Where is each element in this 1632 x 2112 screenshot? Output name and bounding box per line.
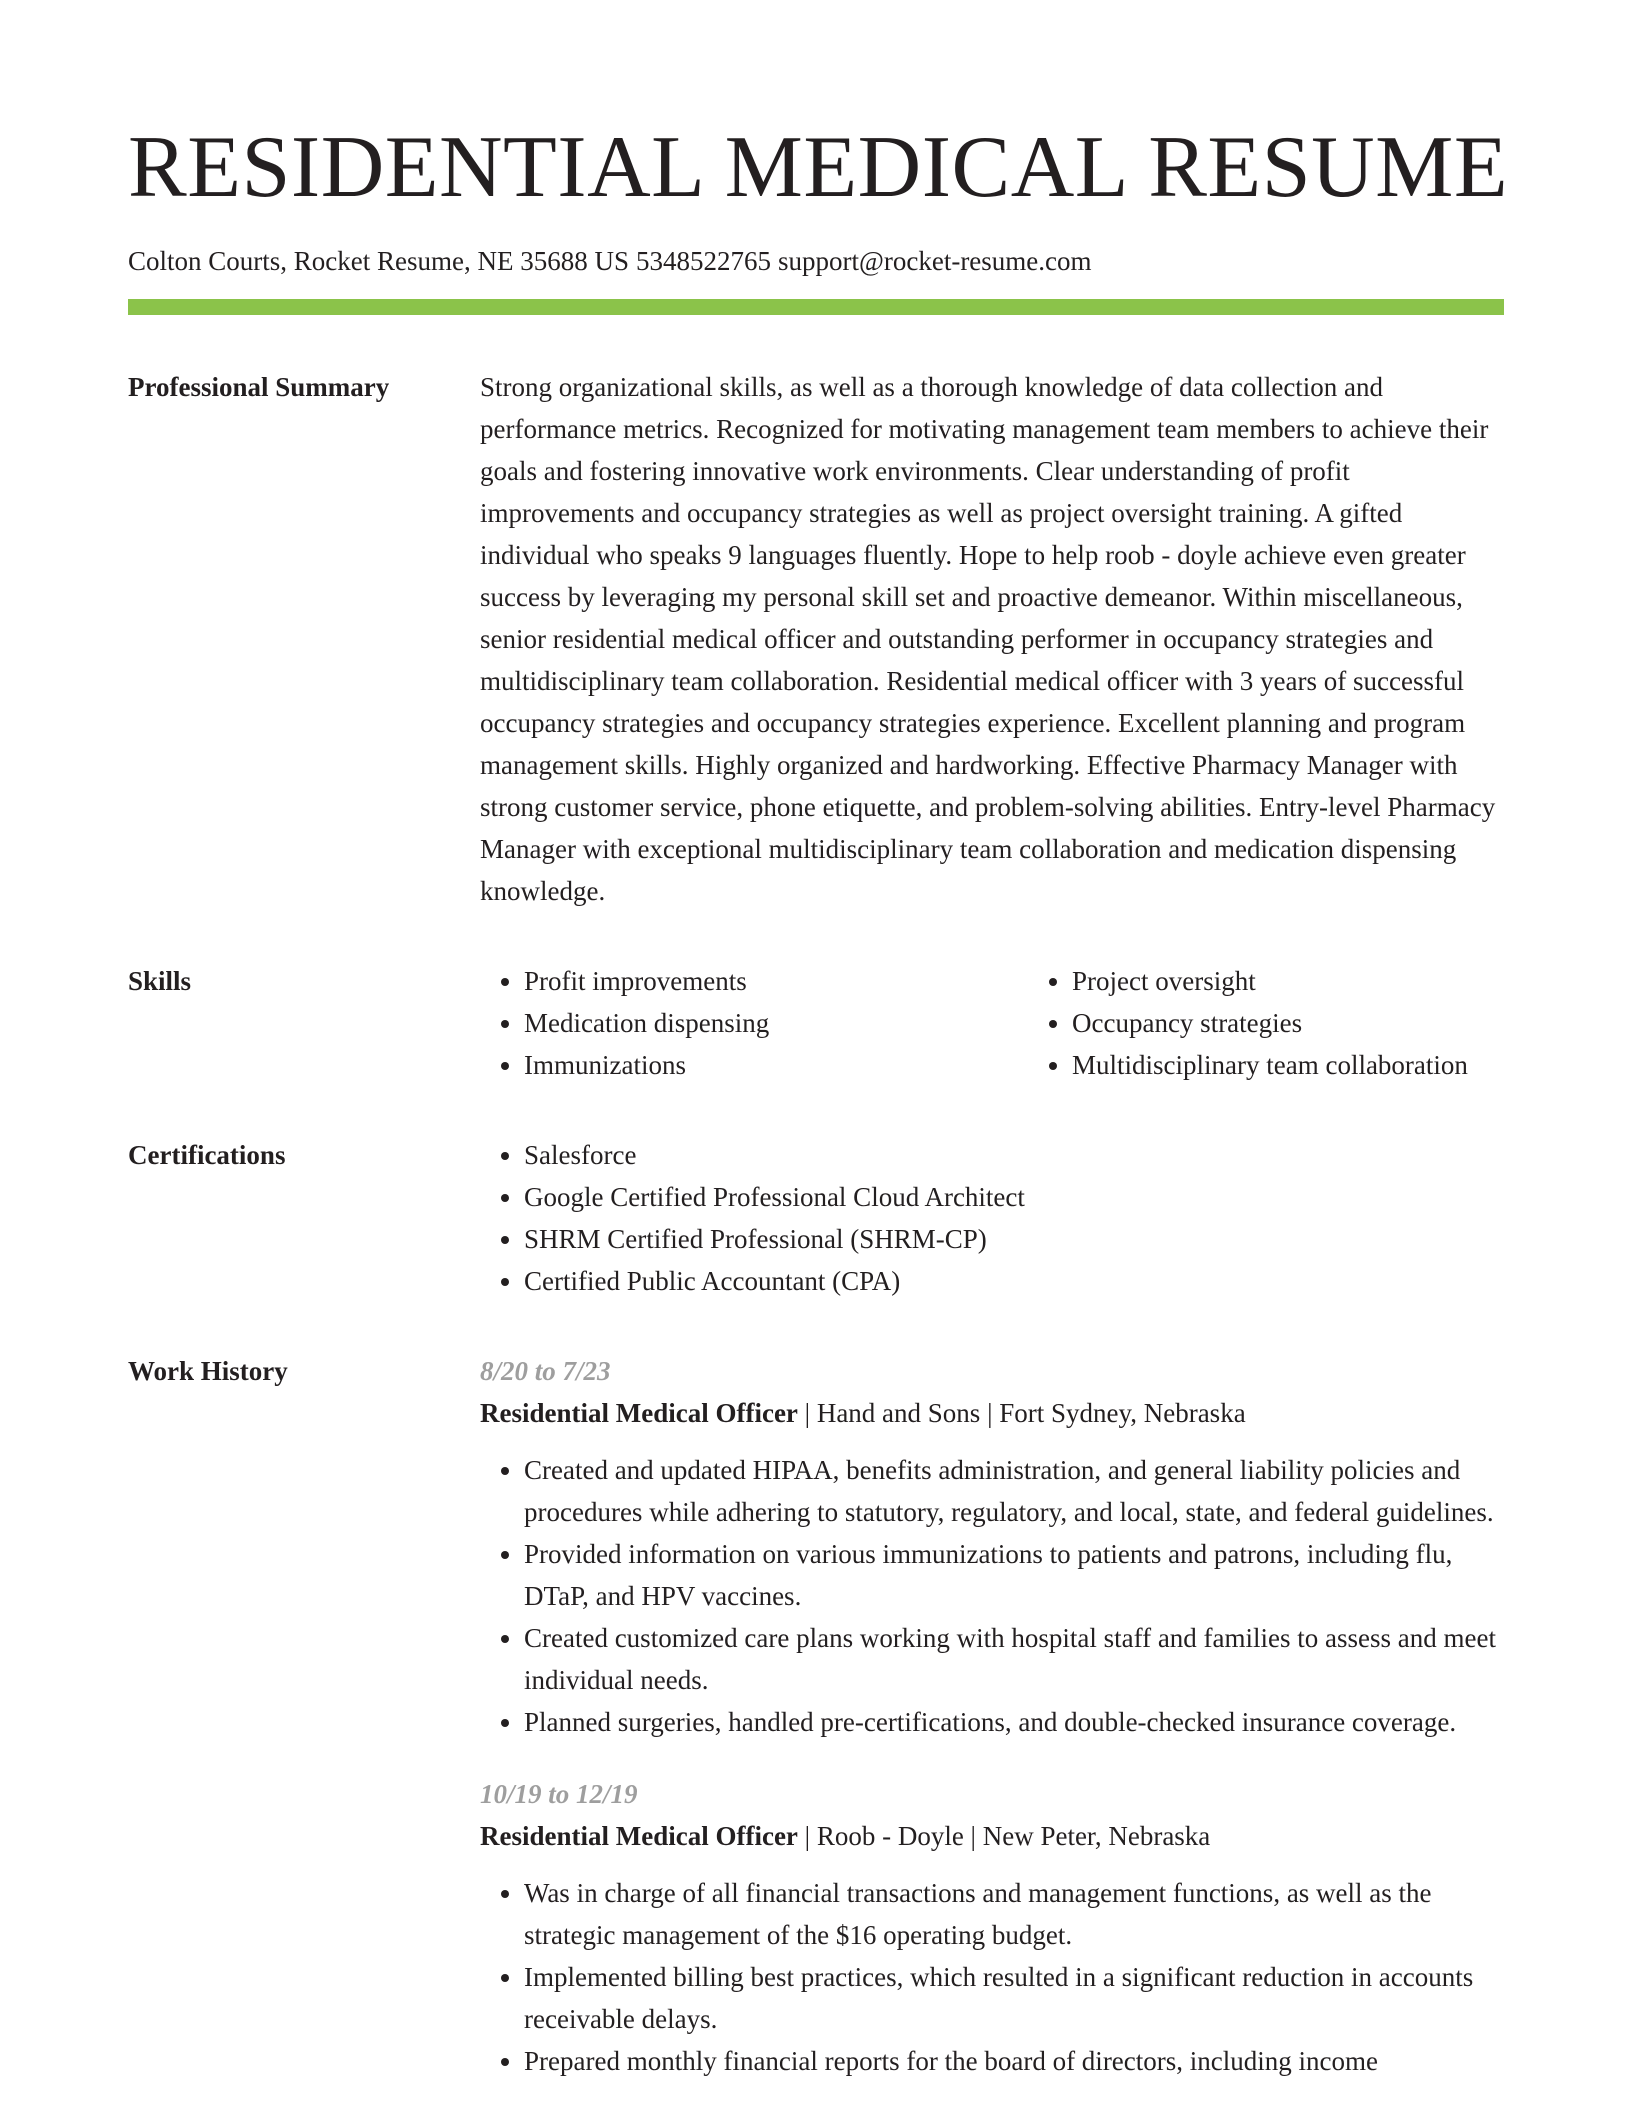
job-title: Residential Medical Officer (480, 1398, 798, 1428)
work-history-section (128, 1350, 1504, 2082)
job-title-line (480, 1815, 1504, 1857)
summary-section (128, 366, 1504, 912)
certifications-heading: Certifications (128, 1140, 286, 1170)
job-bullet: • Created and updated HIPAA, benefits administration, and general liability policies and procedures while adhering to statutory, regulatory, and local, state, and federal guidelines. (524, 1449, 1504, 1533)
job-employer-location: | Roob - Doyle | New Peter, Nebraska (797, 1821, 1211, 1851)
skill-item: • Profit improvements (524, 960, 1028, 1002)
work-history-heading: Work History (128, 1356, 288, 1386)
summary-text: Strong organizational skills, as well as a thorough knowledge of data collection and performance metrics. Recognized for motivating management team members to achieve their goals and fostering innovative work environments. Clear understanding of profit improvements and occupancy strategies as well as project oversight training. A gifted individual who speaks 9 languages fluently. Hope to help roob - doyle achieve even greater success by leveraging my personal skill set and proactive demeanor. Within miscellaneous, senior residential medical officer and outstanding performer in occupancy strategies and multidisciplinary team collaboration. Residential medical officer with 3 years of successful occupancy strategies and occupancy strategies experience. Excellent planning and program management skills. Highly organized and hardworking. Effective Pharmacy Manager with strong customer service, phone etiquette, and problem-solving abilities. Entry-level Pharmacy Manager with exceptional multidisciplinary team collaboration and medication dispensing knowledge. (480, 372, 1496, 906)
job-bullet: • Was in charge of all financial transactions and management functions, as well as the strategic management of the $16 operating budget. (524, 1872, 1504, 1956)
certification-item: • Salesforce (524, 1134, 1504, 1176)
job-entry (480, 1773, 1504, 2082)
header-divider (128, 299, 1504, 315)
skill-item: • Immunizations (524, 1044, 1028, 1086)
skill-item: • Occupancy strategies (1072, 1002, 1468, 1044)
skills-heading: Skills (128, 966, 192, 996)
skill-item: • Multidisciplinary team collaboration (1072, 1044, 1468, 1086)
certification-item: • Google Certified Professional Cloud Architect (524, 1176, 1504, 1218)
resume-page (128, 0, 1509, 2082)
certification-item: • SHRM Certified Professional (SHRM-CP) (524, 1218, 1504, 1260)
job-bullet: • Implemented billing best practices, which resulted in a significant reduction in accounts receivable delays. (524, 1956, 1504, 2040)
job-bullets (480, 1449, 1504, 1743)
summary-heading: Professional Summary (128, 372, 390, 402)
skills-section (128, 960, 1504, 1086)
job-bullets (480, 1872, 1504, 2082)
contact-phone: 5348522765 (636, 246, 771, 276)
contact-line (128, 244, 1504, 278)
certifications-section (128, 1134, 1504, 1302)
job-employer-location: | Hand and Sons | Fort Sydney, Nebraska (797, 1398, 1246, 1428)
job-title: Residential Medical Officer (480, 1821, 798, 1851)
job-bullet: • Planned surgeries, handled pre-certifications, and double-checked insurance coverage. (524, 1701, 1504, 1743)
job-bullet: • Created customized care plans working with hospital staff and families to assess and meet individual needs. (524, 1617, 1504, 1701)
job-dates: 10/19 to 12/19 (480, 1779, 638, 1809)
skills-list-column-1 (480, 960, 1028, 1086)
certifications-list (480, 1134, 1504, 1302)
contact-email: support@rocket-resume.com (778, 246, 1092, 276)
skills-list-column-2 (1028, 960, 1468, 1086)
job-bullet: • Provided information on various immunizations to patients and patrons, including flu, DTaP, and HPV vaccines. (524, 1533, 1504, 1617)
job-bullet: • Prepared monthly financial reports for the board of directors, including income (524, 2040, 1504, 2082)
contact-address: Colton Courts, Rocket Resume, NE 35688 US (128, 246, 629, 276)
job-dates: 8/20 to 7/23 (480, 1356, 611, 1386)
skill-item: • Medication dispensing (524, 1002, 1028, 1044)
job-title-line (480, 1392, 1504, 1434)
skill-item: • Project oversight (1072, 960, 1468, 1002)
certification-item: • Certified Public Accountant (CPA) (524, 1260, 1504, 1302)
job-entry (480, 1350, 1504, 1743)
resume-name: RESIDENTIAL MEDICAL RESUME (128, 119, 1509, 216)
